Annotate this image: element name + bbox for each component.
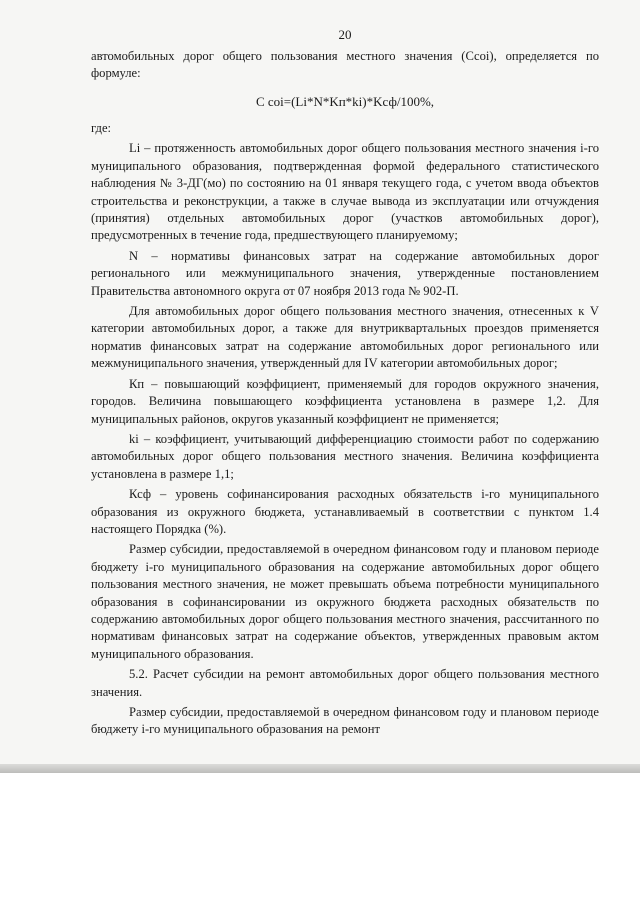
paragraph-n: N – нормативы финансовых затрат на содержание автомобильных дорог регионального или межмуниципального значения, утвержденные постановлением Правительства автономного округа от 07 ноября 2013 года № 902-П. bbox=[91, 248, 599, 298]
section-5-2-heading: 5.2. Расчет субсидии на ремонт автомобильных дорог общего пользования местного значения. bbox=[91, 667, 599, 699]
body-text bbox=[91, 120, 599, 742]
paragraph-ki: ki – коэффициент, учитывающий дифференциацию стоимости работ по содержанию автомобильных дорог общего пользования местного значения. Величина коэффициента установлена в размере 1,1; bbox=[91, 431, 599, 481]
intro-text: автомобильных дорог общего пользования местного значения (Ссоi), определяется по формуле: bbox=[91, 49, 599, 81]
paragraph-kp: Кп – повышающий коэффициент, применяемый для городов окружного значения, городов. Величина повышающего коэффициента установлена в размере 1,2. Для муниципальных районов, округов указанный коэффициент не применяется; bbox=[91, 376, 599, 426]
where-label: где: bbox=[91, 121, 112, 135]
paragraph-li: Li – протяженность автомобильных дорог общего пользования местного значения i-го муниципального образования, подтвержденная формой федерального статистического наблюдения № 3-ДГ(мо) по состоянию на 01 января текущего года, с учетом ввода объектов строительства и реконструкции, а также в случае вывода из эксплуатации или отчуждения (принятия) отдельных автомобильных дорог (участков автомобильных дорог), предусмотренных в течение года, предшествующего планируемому; bbox=[91, 141, 599, 243]
paragraph-ksf: Ксф – уровень софинансирования расходных обязательств i-го муниципального образования из окружного бюджета, устанавливаемый в соответствии с пунктом 1.4 настоящего Порядка (%). bbox=[91, 487, 599, 536]
page-number: 20 bbox=[338, 27, 352, 42]
paragraph-repair-subsidy: Размер субсидии, предоставляемой в очередном финансовом году и плановом периоде бюджету i-го муниципального образования на ремонт bbox=[91, 705, 599, 737]
paragraph-subsidy-size: Размер субсидии, предоставляемой в очередном финансовом году и плановом периоде бюджету i-го муниципального образования на содержание автомобильных дорог общего пользования местного значения, не может превышать объема потребности муниципального образования в софинансировании из окружного бюджета расходных обязательств по содержанию автомобильных дорог общего пользования местного значения, рассчитанного по нормативам финансовых затрат на содержание объектов, утвержденных правовым актом муниципального образования. bbox=[91, 542, 599, 661]
scan-bottom-edge bbox=[0, 764, 640, 773]
paragraph-category-v: Для автомобильных дорог общего пользования местного значения, отнесенных к V категории автомобильных дорог, а также для внутриквартальных проездов применяется норматив финансовых затрат на содержание автомобильных дорог регионального или межмуниципального значения, утвержденный для IV категории автомобильных дорог; bbox=[91, 304, 599, 371]
formula: С coi=(Li*N*Kп*ki)*Kсф/100%, bbox=[255, 94, 435, 109]
